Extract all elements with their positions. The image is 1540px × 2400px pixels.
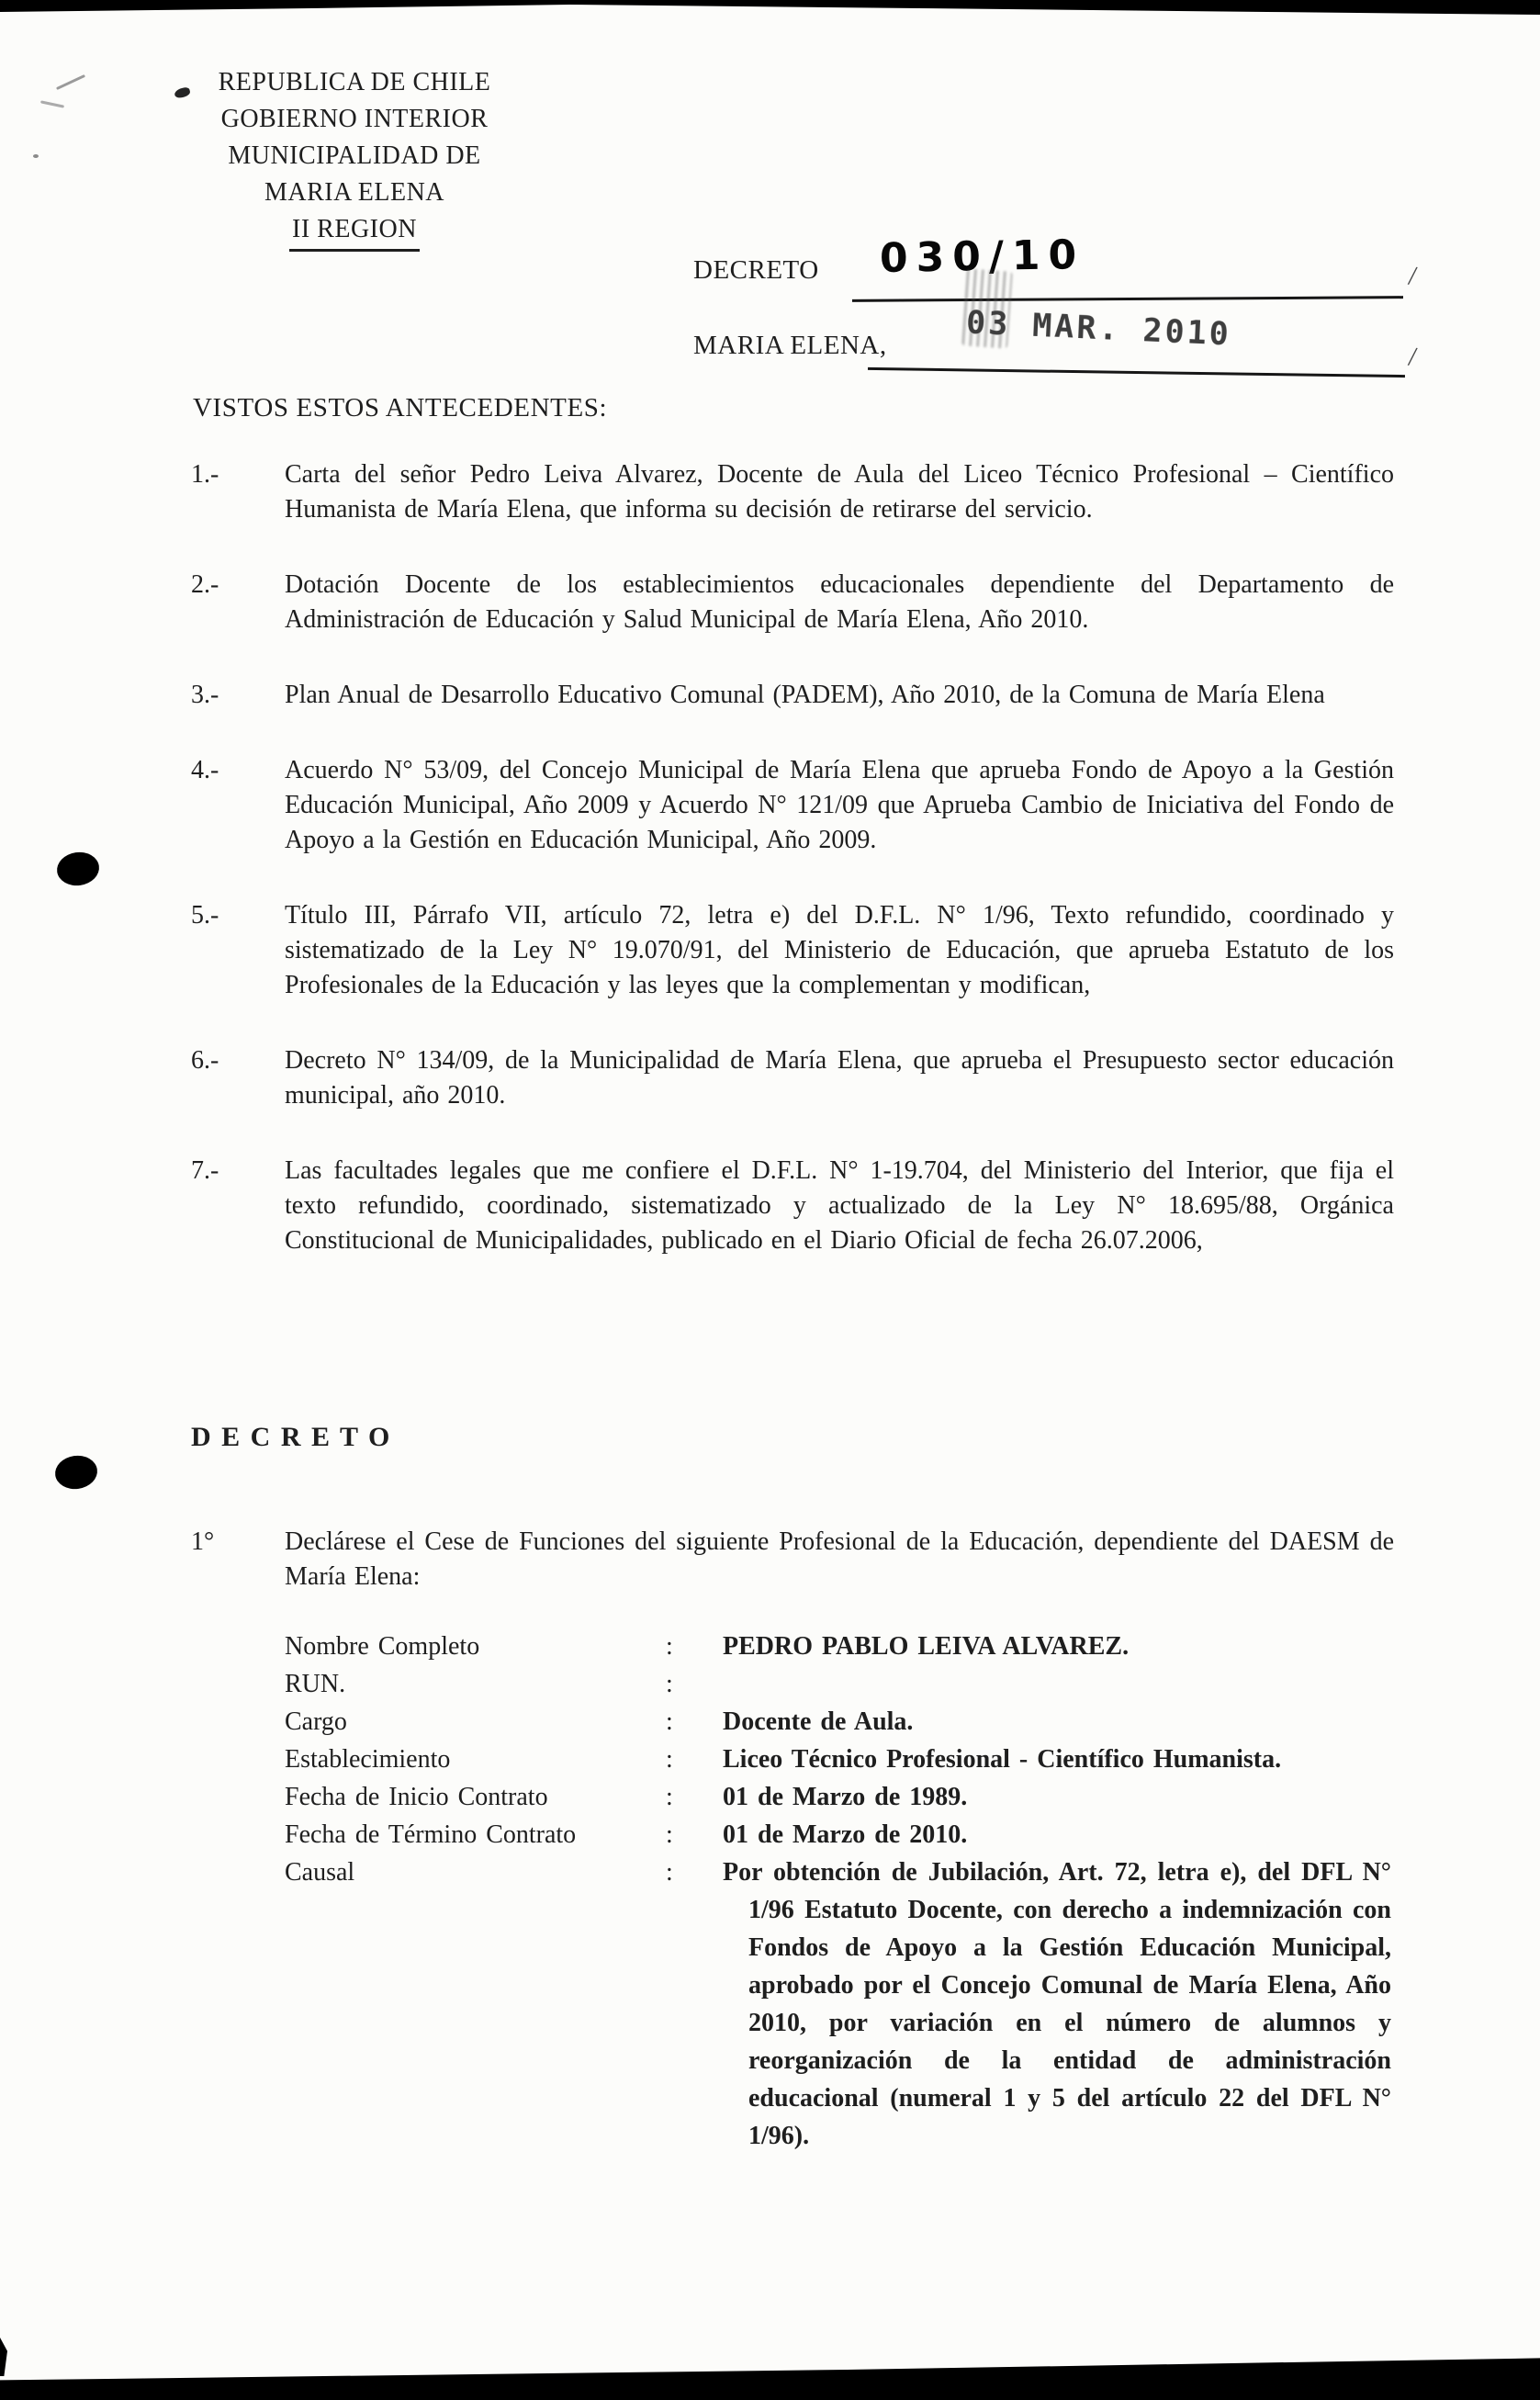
pencil-mark (56, 74, 85, 90)
detail-label: Causal (285, 1858, 355, 1887)
letterhead (184, 64, 525, 252)
antecedent-number: 3.- (191, 681, 219, 709)
scan-edge-left (0, 2338, 7, 2376)
resolution-number: 1° (191, 1527, 215, 1556)
detail-colon: : (666, 1820, 673, 1849)
letterhead-line: MARIA ELENA (264, 178, 445, 207)
decree-number-stamp: 030/10 (879, 231, 1085, 282)
antecedents-list (191, 457, 1394, 1299)
antecedent-number: 4.- (191, 756, 219, 784)
personnel-details (285, 1628, 1391, 2155)
place-label: MARIA ELENA, (693, 331, 887, 360)
detail-label: Nombre Completo (285, 1632, 480, 1661)
antecedent-item (191, 678, 1394, 713)
decreto-heading: D E C R E T O (191, 1422, 392, 1452)
detail-value: PEDRO PABLO LEIVA ALVAREZ. (723, 1632, 1130, 1661)
antecedent-item (191, 568, 1394, 637)
antecedent-number: 6.- (191, 1046, 219, 1075)
detail-row-nombre (285, 1628, 1391, 1665)
detail-value: Docente de Aula. (723, 1707, 914, 1736)
antecedent-number: 5.- (191, 901, 219, 930)
punch-hole-bottom (53, 1453, 100, 1492)
detail-value: 01 de Marzo de 1989. (723, 1783, 968, 1811)
letterhead-line: REPUBLICA DE CHILE (218, 68, 491, 96)
decree-label: DECRETO (693, 255, 819, 285)
resolution-item (191, 1525, 1394, 1594)
detail-value: Por obtención de Jubilación, Art. 72, letra e), del DFL N° 1/96 Estatuto Docente, con derecho a indemnización con Fondos de Apoyo a la Gestión Educación Municipal, aprobado por el Concejo Comunal de María Elena, Año 2010, por variación en el número de alumnos y reorganización de la entidad de administración educacional (numeral 1 y 5 del artículo 22 del DFL N° 1/96). (723, 1858, 1391, 2150)
detail-colon: : (666, 1858, 673, 1887)
scan-edge-bottom (0, 2345, 1540, 2400)
detail-row-fecha-termino (285, 1816, 1391, 1854)
antecedent-item (191, 898, 1394, 1003)
date-underline (868, 367, 1405, 377)
detail-label: Cargo (285, 1707, 347, 1736)
antecedent-number: 7.- (191, 1156, 219, 1185)
letterhead-line: GOBIERNO INTERIOR (220, 105, 489, 133)
detail-label: Fecha de Inicio Contrato (285, 1783, 548, 1811)
antecedent-item (191, 1043, 1394, 1113)
antecedent-item (191, 1154, 1394, 1258)
detail-row-run (285, 1665, 1391, 1703)
antecedent-item (191, 457, 1394, 527)
detail-colon: : (666, 1783, 673, 1811)
antecedent-text: Carta del señor Pedro Leiva Alvarez, Docente de Aula del Liceo Técnico Profesional – Científico Humanista de María Elena, que informa su decisión de retirarse del servicio. (285, 460, 1394, 524)
vistos-heading: VISTOS ESTOS ANTECEDENTES: (193, 393, 608, 423)
antecedent-text: Decreto N° 134/09, de la Municipalidad de María Elena, que aprueba el Presupuesto sector educación municipal, año 2010. (285, 1046, 1394, 1110)
detail-row-cargo (285, 1703, 1391, 1741)
resolution-text: Declárese el Cese de Funciones del siguiente Profesional de la Educación, dependiente del DAESM de María Elena: (285, 1527, 1394, 1591)
detail-colon: : (666, 1707, 673, 1736)
antecedent-text: Plan Anual de Desarrollo Educativo Comunal (PADEM), Año 2010, de la Comuna de María Elena (285, 681, 1325, 709)
detail-value: Liceo Técnico Profesional - Científico Humanista. (723, 1745, 1282, 1774)
detail-colon: : (666, 1670, 673, 1698)
date-stamp: 03 MAR. 2010 (965, 304, 1232, 354)
detail-row-causal (285, 1854, 1391, 2155)
antecedent-number: 2.- (191, 570, 219, 599)
letterhead-region-line: II REGION (184, 211, 525, 252)
antecedent-item (191, 753, 1394, 858)
scan-edge-top (0, 0, 1540, 18)
margin-slash: / (1406, 341, 1419, 373)
letterhead-line: MUNICIPALIDAD DE (228, 141, 481, 170)
margin-slash: / (1406, 260, 1419, 292)
antecedent-text: Dotación Docente de los establecimientos educacionales dependiente del Departamento de Administración de Educación y Salud Municipal de María Elena, Año 2010. (285, 570, 1394, 634)
detail-label: Establecimiento (285, 1745, 451, 1774)
pencil-dot (33, 154, 39, 158)
antecedent-text: Las facultades legales que me confiere el D.F.L. N° 1-19.704, del Ministerio del Interior, que fija el texto refundido, coordinado, sistematizado y actualizado de la Ley N° 18.695/88, Orgánica Constitucional de Municipalidades, publicado en el Diario Oficial de fecha 26.07.2006, (285, 1156, 1394, 1255)
detail-colon: : (666, 1632, 673, 1661)
antecedent-number: 1.- (191, 460, 219, 489)
pencil-mark (40, 100, 64, 107)
detail-label: RUN. (285, 1670, 346, 1698)
detail-row-fecha-inicio (285, 1778, 1391, 1816)
antecedent-text: Acuerdo N° 53/09, del Concejo Municipal de María Elena que aprueba Fondo de Apoyo a la Gestión Educación Municipal, Año 2009 y Acuerdo N° 121/09 que Aprueba Cambio de Iniciativa del Fondo de Apoyo a la Gestión en Educación Municipal, Año 2009. (285, 756, 1394, 854)
detail-colon: : (666, 1745, 673, 1774)
punch-hole-top (55, 850, 102, 888)
detail-label: Fecha de Término Contrato (285, 1820, 577, 1849)
detail-value: 01 de Marzo de 2010. (723, 1820, 968, 1849)
detail-row-establecimiento (285, 1741, 1391, 1778)
antecedent-text: Título III, Párrafo VII, artículo 72, letra e) del D.F.L. N° 1/96, Texto refundido, coordinado y sistematizado de la Ley N° 19.070/91, del Ministerio de Educación, que aprueba Estatuto de los Profesionales de la Educación y las leyes que la complementan y modifican, (285, 901, 1394, 999)
decree-underline (852, 296, 1403, 302)
